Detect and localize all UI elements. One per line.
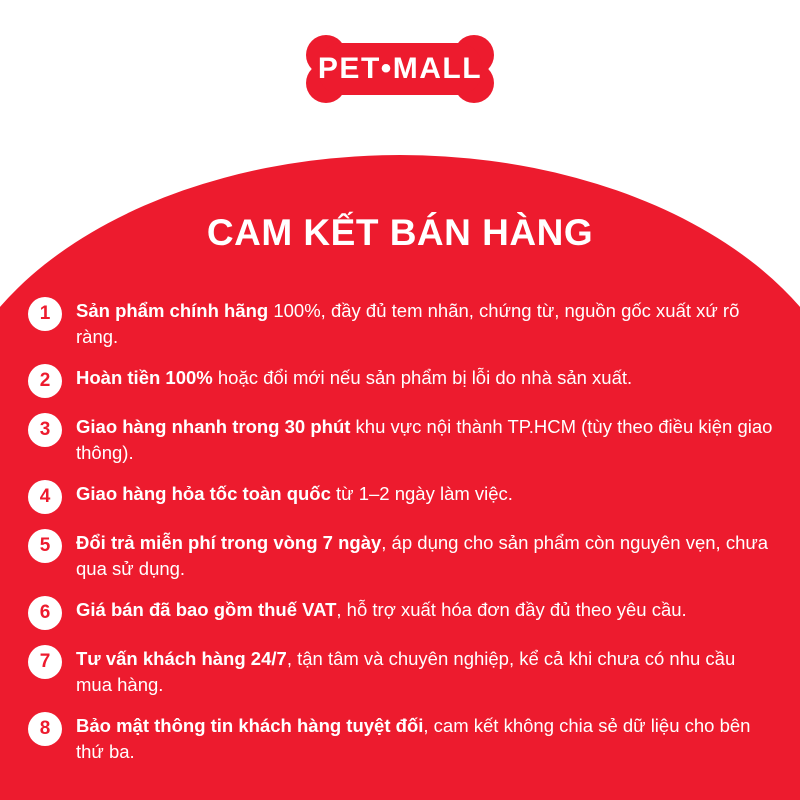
item-number-badge: 1 bbox=[28, 297, 62, 331]
item-number-badge: 6 bbox=[28, 596, 62, 630]
item-text bbox=[76, 479, 513, 507]
logo-wordmark: PET•MALL bbox=[317, 52, 483, 85]
list-item bbox=[28, 528, 774, 581]
list-item bbox=[28, 412, 774, 465]
list-item bbox=[28, 296, 774, 349]
item-text-bold: Giao hàng hỏa tốc toàn quốc bbox=[76, 483, 331, 505]
item-number-badge: 7 bbox=[28, 645, 62, 679]
item-text-rest: 100%, đầy đủ tem nhãn, chứng từ, nguồn gốc xuất xứ rõ ràng. bbox=[76, 300, 740, 347]
item-text-bold: Giá bán đã bao gồm thuế VAT bbox=[76, 599, 337, 621]
list-item bbox=[28, 595, 774, 630]
item-text-rest: , áp dụng cho sản phẩm còn nguyên vẹn, chưa qua sử dụng. bbox=[76, 532, 769, 579]
list-item bbox=[28, 479, 774, 514]
item-text-bold: Bảo mật thông tin khách hàng tuyệt đối bbox=[76, 715, 424, 737]
brand-logo bbox=[0, 24, 800, 114]
item-text-rest: khu vực nội thành TP.HCM (tùy theo điều kiện giao thông). bbox=[76, 416, 773, 463]
item-number-badge: 3 bbox=[28, 413, 62, 447]
logo-shape bbox=[300, 29, 500, 109]
page-title: CAM KẾT BÁN HÀNG bbox=[206, 212, 594, 253]
item-text-rest: hoặc đổi mới nếu sản phẩm bị lỗi do nhà sản xuất. bbox=[212, 367, 633, 389]
item-text-rest: , cam kết không chia sẻ dữ liệu cho bên thứ ba. bbox=[76, 715, 751, 762]
item-text-bold: Hoàn tiền 100% bbox=[76, 367, 213, 389]
item-text-bold: Tư vấn khách hàng 24/7 bbox=[76, 648, 287, 670]
list-item bbox=[28, 711, 774, 764]
item-number-badge: 2 bbox=[28, 364, 62, 398]
item-text-bold: Giao hàng nhanh trong 30 phút bbox=[76, 416, 351, 438]
item-text bbox=[76, 363, 632, 391]
item-text bbox=[76, 528, 774, 581]
item-number-badge: 4 bbox=[28, 480, 62, 514]
commitment-list bbox=[28, 296, 774, 778]
item-number-badge: 8 bbox=[28, 712, 62, 746]
item-text bbox=[76, 711, 774, 764]
item-text bbox=[76, 644, 774, 697]
item-text bbox=[76, 595, 687, 623]
list-item bbox=[28, 644, 774, 697]
item-text-rest: , hỗ trợ xuất hóa đơn đầy đủ theo yêu cầu. bbox=[336, 599, 687, 621]
item-text-rest: từ 1–2 ngày làm việc. bbox=[330, 483, 513, 505]
item-text-rest: , tận tâm và chuyên nghiệp, kể cả khi chưa có nhu cầu mua hàng. bbox=[76, 648, 736, 695]
item-number-badge: 5 bbox=[28, 529, 62, 563]
list-item bbox=[28, 363, 774, 398]
item-text bbox=[76, 412, 774, 465]
item-text-bold: Sản phẩm chính hãng bbox=[76, 300, 269, 321]
item-text-bold: Đổi trả miễn phí trong vòng 7 ngày bbox=[76, 532, 382, 554]
item-text bbox=[76, 296, 774, 349]
